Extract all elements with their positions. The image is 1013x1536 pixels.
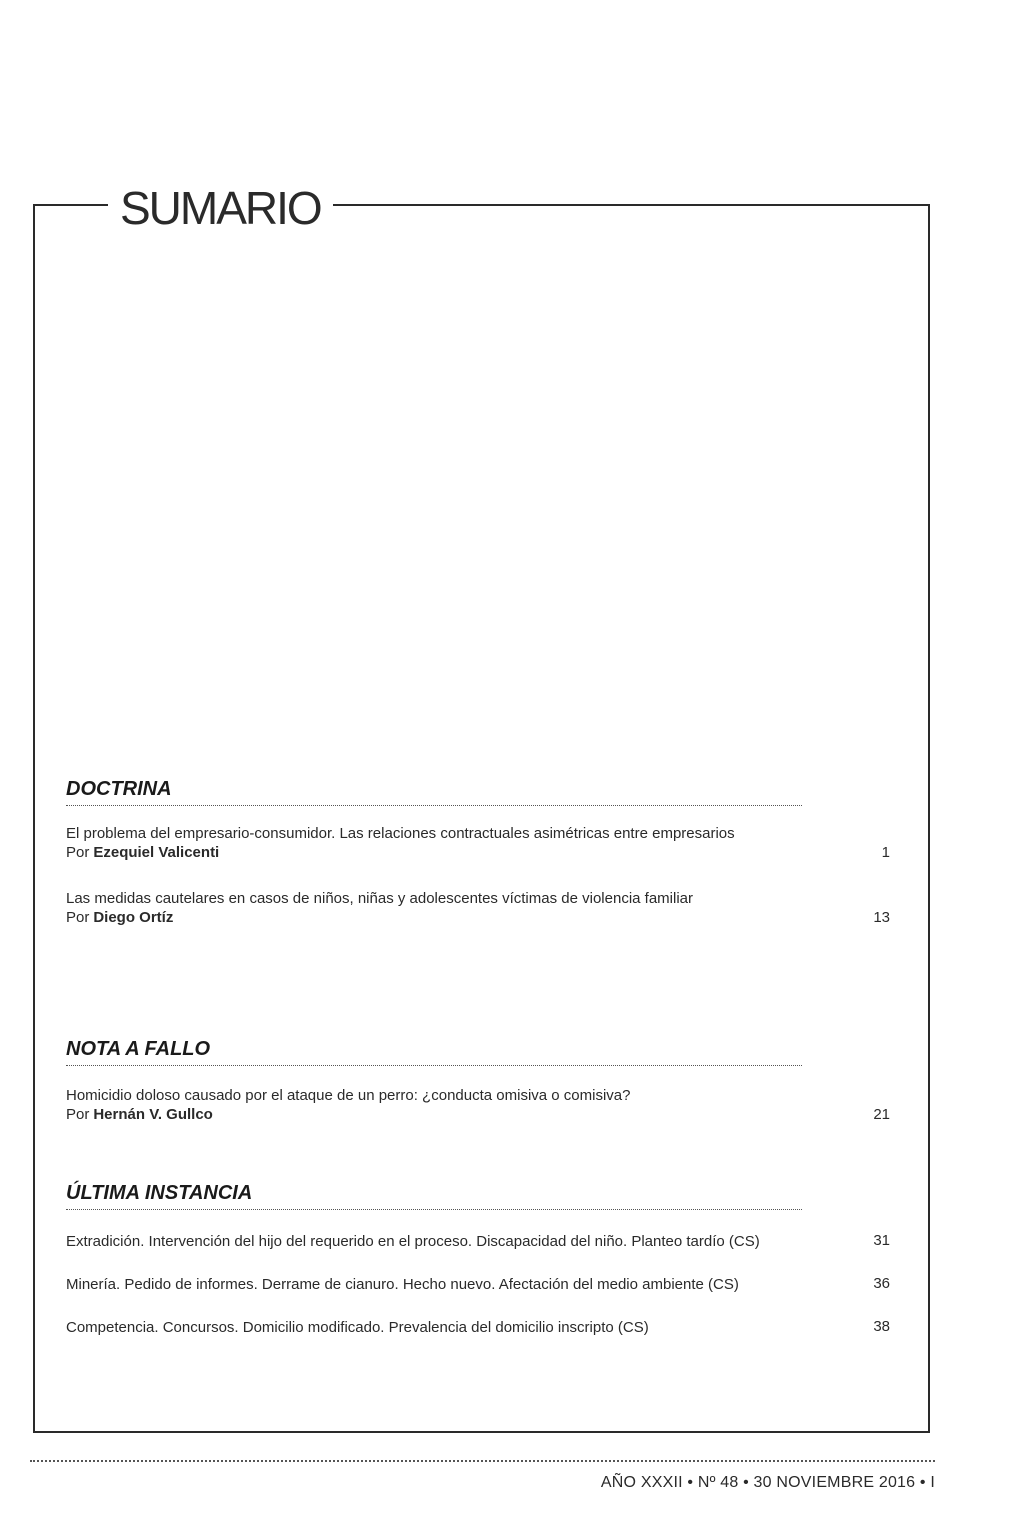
author-name: Ezequiel Valicenti <box>93 844 220 861</box>
list-item[interactable] <box>66 1232 890 1251</box>
footer-rule <box>30 1460 935 1462</box>
entry-title: Las medidas cautelares en casos de niños, niñas y adolescentes víctimas de violencia familiar <box>66 890 693 907</box>
author-prefix: Por <box>66 844 90 861</box>
list-item[interactable] <box>66 1275 890 1294</box>
entry-title: Extradición. Intervención del hijo del requerido en el proceso. Discapacidad del niño. Planteo tardío (CS) <box>66 1233 760 1250</box>
issue-footer: AÑO XXXII • Nº 48 • 30 NOVIEMBRE 2016 • I <box>600 1474 935 1491</box>
list-item[interactable] <box>66 889 890 928</box>
entry-title: Minería. Pedido de informes. Derrame de cianuro. Hecho nuevo. Afectación del medio ambiente (CS) <box>66 1276 739 1293</box>
author-prefix: Por <box>66 1106 90 1123</box>
page-number: 21 <box>873 1106 890 1123</box>
section-heading: NOTA A FALLO <box>66 1036 802 1066</box>
page-number: 31 <box>873 1232 890 1249</box>
author-prefix: Por <box>66 909 90 926</box>
section-doctrina <box>66 776 890 928</box>
entry-title: Competencia. Concursos. Domicilio modificado. Prevalencia del domicilio inscripto (CS) <box>66 1319 649 1336</box>
entry-author <box>66 843 802 863</box>
list-item[interactable] <box>66 1086 890 1125</box>
section-heading: DOCTRINA <box>66 776 802 806</box>
page-number: 36 <box>873 1275 890 1292</box>
list-item[interactable] <box>66 824 890 863</box>
section-heading: ÚLTIMA INSTANCIA <box>66 1180 802 1210</box>
author-name: Diego Ortíz <box>93 909 174 926</box>
entry-author <box>66 908 802 928</box>
section-ultima-instancia <box>66 1180 890 1337</box>
page-number: 38 <box>873 1318 890 1335</box>
entry-title: Homicidio doloso causado por el ataque de un perro: ¿conducta omisiva o comisiva? <box>66 1087 631 1104</box>
list-item[interactable] <box>66 1318 890 1337</box>
author-name: Hernán V. Gullco <box>93 1106 213 1123</box>
page-title: SUMARIO <box>108 178 333 238</box>
entry-author <box>66 1105 802 1125</box>
page-number: 13 <box>873 909 890 926</box>
section-nota-a-fallo <box>66 1036 890 1125</box>
entry-title: El problema del empresario-consumidor. Las relaciones contractuales asimétricas entre empresarios <box>66 825 735 842</box>
page-number: 1 <box>881 844 890 861</box>
